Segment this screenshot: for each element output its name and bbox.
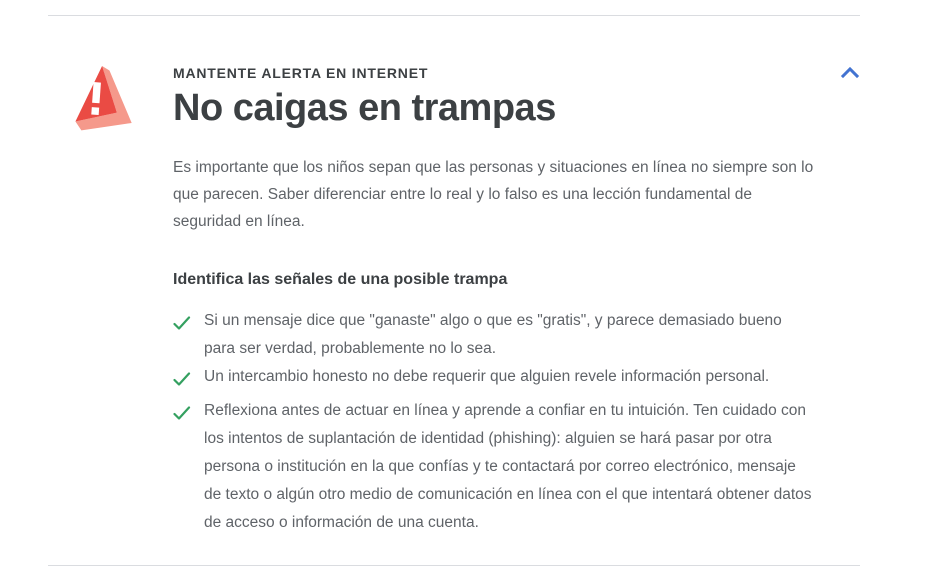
- section-title: No caigas en trampas: [173, 87, 556, 129]
- list-item: [173, 307, 813, 363]
- list-item: [173, 363, 813, 397]
- section-subheading: Identifica las señales de una posible trampa: [173, 271, 508, 288]
- list-item: [173, 397, 813, 537]
- checkmark-icon: [173, 403, 191, 431]
- list-item-text: Un intercambio honesto no debe requerir que alguien revele información personal.: [204, 368, 770, 385]
- section-intro-paragraph: Es importante que los niños sepan que las personas y situaciones en línea no siempre son lo que parecen. Saber diferenciar entre lo real y lo falso es una lección fundamental de seguridad en línea.: [173, 159, 814, 230]
- checkmark-icon: [173, 369, 191, 397]
- checkmark-icon: [173, 313, 191, 341]
- list-item-text: Reflexiona antes de actuar en línea y aprende a confiar en tu intuición. Ten cuidado con los intentos de suplantación de identidad (phishing): alguien se hará pasar por otra persona o institución en la que confías y te contactará por correo electrónico, mensaje de texto o algún otro medio de comunicación en línea con el que intentará obtener datos de acceso o información de una cuenta.: [204, 402, 812, 531]
- divider-bottom: [48, 565, 860, 566]
- tips-check-list: [173, 307, 813, 537]
- list-item-text: Si un mensaje dice que "ganaste" algo o que es "gratis", y parece demasiado bueno para ser verdad, probablemente no lo sea.: [204, 312, 782, 357]
- collapse-section-button[interactable]: [834, 58, 866, 86]
- chevron-up-icon: [840, 65, 860, 79]
- warning-triangle-icon: [71, 62, 145, 144]
- section-eyebrow: MANTENTE ALERTA EN INTERNET: [173, 65, 429, 81]
- divider-top: [48, 15, 860, 16]
- section-lesson-alerta: [173, 64, 833, 537]
